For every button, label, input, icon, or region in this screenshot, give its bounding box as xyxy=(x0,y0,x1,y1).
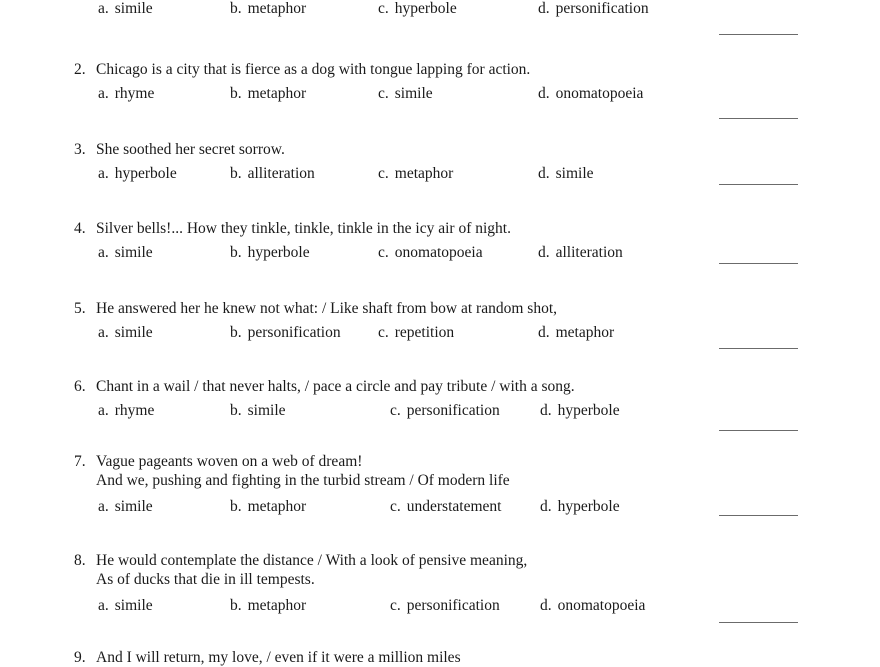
option-b[interactable] xyxy=(230,164,315,184)
question-text: And I will return, my love, / even if it were a million miles xyxy=(96,649,461,666)
question-stem xyxy=(74,60,714,79)
option-label: simile xyxy=(114,324,153,341)
option-d[interactable] xyxy=(540,596,645,616)
option-c[interactable] xyxy=(378,323,454,343)
option-letter: c. xyxy=(390,597,401,614)
option-letter: a. xyxy=(98,0,109,17)
option-c[interactable] xyxy=(390,497,501,517)
option-d[interactable] xyxy=(538,243,623,263)
option-letter: d. xyxy=(538,0,550,17)
option-letter: d. xyxy=(540,498,552,515)
option-row xyxy=(74,323,714,343)
option-a[interactable] xyxy=(98,596,153,616)
question-text: Silver bells!... How they tinkle, tinkle, tinkle in the icy air of night. xyxy=(96,220,511,237)
option-label: repetition xyxy=(394,324,455,341)
question-stem xyxy=(74,551,714,570)
option-label: onomatopoeia xyxy=(555,85,644,102)
question-text-continued: And we, pushing and fighting in the turbid stream / Of modern life xyxy=(96,472,510,489)
option-letter: a. xyxy=(98,597,109,614)
option-letter: a. xyxy=(98,85,109,102)
question-block xyxy=(74,551,714,616)
option-letter: b. xyxy=(230,324,242,341)
option-d[interactable] xyxy=(538,84,643,104)
option-row xyxy=(74,401,714,421)
answer-blank[interactable] xyxy=(719,34,798,35)
option-label: metaphor xyxy=(394,165,454,182)
option-letter: c. xyxy=(378,85,389,102)
question-text: He would contemplate the distance / With a look of pensive meaning, xyxy=(96,552,528,569)
option-a[interactable] xyxy=(98,401,154,421)
option-a[interactable] xyxy=(98,323,153,343)
question-text-continued: As of ducks that die in ill tempests. xyxy=(96,571,315,588)
option-c[interactable] xyxy=(378,243,483,263)
option-label: rhyme xyxy=(114,85,155,102)
option-letter: c. xyxy=(378,244,389,261)
option-label: alliteration xyxy=(555,244,623,261)
question-block xyxy=(74,140,714,184)
option-letter: b. xyxy=(230,402,242,419)
option-label: metaphor xyxy=(247,85,307,102)
option-label: hyperbole xyxy=(394,0,457,17)
question-block xyxy=(74,219,714,263)
answer-blank[interactable] xyxy=(719,515,798,516)
option-d[interactable] xyxy=(540,401,620,421)
option-letter: b. xyxy=(230,85,242,102)
question-stem xyxy=(74,452,714,471)
option-letter: a. xyxy=(98,165,109,182)
question-stem xyxy=(74,377,714,396)
option-letter: d. xyxy=(538,324,550,341)
question-block xyxy=(74,377,714,421)
option-letter: c. xyxy=(378,165,389,182)
option-label: simile xyxy=(247,402,286,419)
option-label: simile xyxy=(114,498,153,515)
option-label: metaphor xyxy=(247,498,307,515)
question-block xyxy=(74,60,714,104)
answer-blank[interactable] xyxy=(719,622,798,623)
answer-blank[interactable] xyxy=(719,118,798,119)
option-label: simile xyxy=(114,244,153,261)
option-letter: d. xyxy=(540,597,552,614)
option-label: simile xyxy=(394,85,433,102)
option-c[interactable] xyxy=(378,164,453,184)
option-label: onomatopoeia xyxy=(557,597,646,614)
option-d[interactable] xyxy=(538,323,614,343)
option-label: personification xyxy=(555,0,649,17)
question-text: He answered her he knew not what: / Like shaft from bow at random shot, xyxy=(96,300,557,317)
option-letter: d. xyxy=(538,244,550,261)
option-letter: c. xyxy=(378,0,389,17)
option-label: alliteration xyxy=(247,165,315,182)
answer-blank[interactable] xyxy=(719,430,798,431)
option-letter: b. xyxy=(230,165,242,182)
option-d[interactable] xyxy=(540,497,620,517)
option-row xyxy=(74,164,714,184)
option-row xyxy=(74,596,714,616)
option-label: metaphor xyxy=(247,597,307,614)
question-number: 3. xyxy=(74,141,86,158)
option-a[interactable] xyxy=(98,497,153,517)
option-b[interactable] xyxy=(230,84,306,104)
option-label: onomatopoeia xyxy=(394,244,483,261)
question-text: She soothed her secret sorrow. xyxy=(96,141,285,158)
option-label: simile xyxy=(114,0,153,17)
option-letter: d. xyxy=(538,85,550,102)
option-label: hyperbole xyxy=(557,402,620,419)
question-number: 6. xyxy=(74,378,86,395)
option-letter: c. xyxy=(390,498,401,515)
option-letter: c. xyxy=(378,324,389,341)
option-a[interactable] xyxy=(98,243,153,263)
option-row xyxy=(74,84,714,104)
option-b[interactable] xyxy=(230,497,306,517)
option-b[interactable] xyxy=(230,243,310,263)
option-label: metaphor xyxy=(247,0,307,17)
option-a[interactable] xyxy=(98,164,177,184)
question-stem xyxy=(74,140,714,159)
option-label: personification xyxy=(247,324,341,341)
option-label: simile xyxy=(555,165,594,182)
question-block xyxy=(74,0,714,19)
option-a[interactable] xyxy=(98,84,154,104)
option-b[interactable] xyxy=(230,401,286,421)
question-number: 9. xyxy=(74,649,86,666)
question-stem xyxy=(74,219,714,238)
option-label: metaphor xyxy=(555,324,615,341)
option-letter: a. xyxy=(98,244,109,261)
option-letter: b. xyxy=(230,244,242,261)
option-d[interactable] xyxy=(538,0,649,19)
question-block xyxy=(74,452,714,517)
option-b[interactable] xyxy=(230,596,306,616)
option-c[interactable] xyxy=(378,0,457,19)
option-a[interactable] xyxy=(98,0,153,19)
question-text: Chant in a wail / that never halts, / pace a circle and pay tribute / with a song. xyxy=(96,378,575,395)
question-number: 8. xyxy=(74,552,86,569)
option-letter: b. xyxy=(230,0,242,17)
question-stem xyxy=(74,299,714,318)
question-number: 7. xyxy=(74,453,86,470)
option-letter: b. xyxy=(230,597,242,614)
option-row xyxy=(74,0,714,19)
option-letter: d. xyxy=(538,165,550,182)
option-row xyxy=(74,497,714,517)
option-letter: a. xyxy=(98,498,109,515)
option-label: hyperbole xyxy=(557,498,620,515)
question-number: 4. xyxy=(74,220,86,237)
option-letter: a. xyxy=(98,324,109,341)
option-c[interactable] xyxy=(390,401,500,421)
question-block xyxy=(74,648,714,667)
option-letter: c. xyxy=(390,402,401,419)
question-number: 2. xyxy=(74,61,86,78)
option-label: understatement xyxy=(406,498,502,515)
option-b[interactable] xyxy=(230,323,341,343)
option-label: rhyme xyxy=(114,402,155,419)
answer-blank[interactable] xyxy=(719,348,798,349)
option-label: hyperbole xyxy=(247,244,310,261)
option-label: simile xyxy=(114,597,153,614)
option-b[interactable] xyxy=(230,0,306,19)
option-c[interactable] xyxy=(390,596,500,616)
option-label: hyperbole xyxy=(114,165,177,182)
option-row xyxy=(74,243,714,263)
option-label: personification xyxy=(406,402,500,419)
answer-blank[interactable] xyxy=(719,263,798,264)
option-label: personification xyxy=(406,597,500,614)
option-c[interactable] xyxy=(378,84,433,104)
option-letter: d. xyxy=(540,402,552,419)
option-letter: b. xyxy=(230,498,242,515)
option-d[interactable] xyxy=(538,164,594,184)
option-letter: a. xyxy=(98,402,109,419)
question-block xyxy=(74,299,714,343)
question-text: Vague pageants woven on a web of dream! xyxy=(96,453,363,470)
question-stem xyxy=(74,648,714,667)
question-text: Chicago is a city that is fierce as a dog with tongue lapping for action. xyxy=(96,61,531,78)
answer-blank[interactable] xyxy=(719,184,798,185)
question-number: 5. xyxy=(74,300,86,317)
